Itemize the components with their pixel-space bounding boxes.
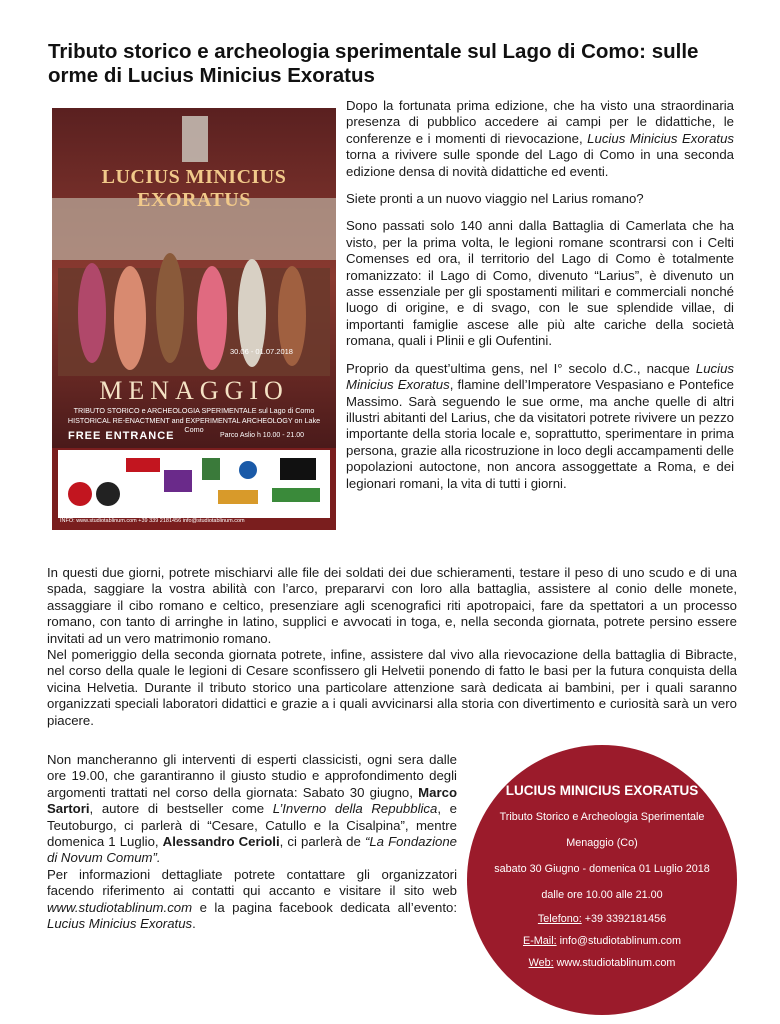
history-paragraph: Sono passati solo 140 anni dalla Battaglia di Camerlata che ha visto, per la prima volta, le legioni romane scontrarsi con i Celti Comenses ed ora, il territorio del Lago di Como è totalmente romanizzato: il Lago di Como, divenuto “Larius”, è divenuto un asse essenziale per gli spostamenti militari e commerciali nonché luogo di origine, e di svago, con le sue splendide villae, di importanti famiglie ascese alle più alte cariche della società romana, quali i Plinii e gli Oufentini.	[346, 218, 734, 349]
poster-footer: INFO: www.studiotablinum.com +39 339 2181456 info@studiotablinum.com	[60, 518, 245, 524]
contact-web[interactable]: Web: www.studiotablinum.com	[528, 957, 676, 969]
activities-paragraph: In questi due giorni, potrete mischiarvi alle file dei soldati dei due schieramenti, testare il peso di uno scudo e di una spada, saggiare la vostra abilità con l’arco, prepararvi con loro alla battaglia, assistere al conio delle monete, assaggiare il cibo romano e celtico, presenziare agli scenografici riti apotropaici, fare da spettatori a un processo romano, con tanto di arringhe in latino, supplici e avvocati in toga, e, nella seconda giornata, potrete persino essere invitati ad un vero matrimonio romano.	[47, 565, 737, 646]
poster-subtitle-it: TRIBUTO STORICO e ARCHEOLOGIA SPERIMENTALE sul Lago di Como	[73, 406, 315, 415]
contact-subtitle: Tributo Storico e Archeologia Sperimentale	[499, 811, 705, 823]
activities-section	[47, 565, 737, 729]
intro-paragraph: Dopo la fortunata prima edizione, che ha visto una straordinaria presenza di pubblico accedere ai campi per le didattiche, le conferenze e i momenti di rievocazione, Lucius Minicius Exoratus torna a rivivere sulle sponde del Lago di Como in una seconda edizione densa di novità didattiche ed eventi.	[346, 98, 735, 179]
poster-figure	[78, 263, 106, 363]
gens-paragraph: Proprio da quest’ultima gens, nel I° secolo d.C., nacque Lucius Minicius Exoratus, flamine dell’Imperatore Vespasiano e Pontefice Massimo. Sarà seguendo le sue orme, ma anche quelle di altri illustri abitanti del Larius, che da visitatori potrete rivivere un pezzo importante della storia locale e, soprattutto, sperimentare in prima persona, grazie alla ricostruzione in loco degli accampamenti delle popolazioni autoctone, non ancora assoggettate a Roma, e dei legionari romani, la vita di tutti i giorni.	[346, 360, 734, 491]
talk-title: “La Fondazione di Novum Comum”.	[47, 834, 458, 866]
poster-dates: 30.06 - 01.07.2018	[230, 347, 293, 356]
poster-title: LUCIUS MINICIUS EXORATUS	[101, 166, 287, 211]
poster-sponsor-logos	[58, 450, 330, 518]
event-name: Lucius Minicius Exoratus	[346, 360, 734, 393]
contact-dates: sabato 30 Giugno - domenica 01 Luglio 2018	[494, 863, 710, 875]
contact-email[interactable]: E-Mail: info@studiotablinum.com	[523, 935, 681, 947]
website-link[interactable]: www.studiotablinum.com	[47, 899, 193, 915]
intro-column	[346, 98, 734, 503]
poster-emblem	[182, 116, 208, 162]
battle-paragraph: Nel pomeriggio della seconda giornata potrete, infine, assistere dal vivo alla rievocazione della battaglia di Bibracte, nel corso della quale le legioni di Cesare sconfissero gli Helvetii ponendo di fatto le basi per la futura conquista della vicina Helvetia. Durante il tributo storico una particolare attenzione sarà dedicata ai bambini, per i quali saranno organizzati speciali laboratori didattici e grazie a i quali avvicinarsi alla storia con divertimento e curiosità sarà un vero piacere.	[47, 647, 737, 728]
contact-place: Menaggio (Co)	[566, 837, 638, 849]
question-paragraph: Siete pronti a un nuovo viaggio nel Larius romano?	[346, 191, 644, 207]
conferences-section	[47, 752, 457, 932]
poster-subtitle-en: HISTORICAL RE-ENACTMENT and EXPERIMENTAL ARCHEOLOGY on Lake Como	[67, 416, 321, 434]
conferences-paragraph: Non mancheranno gli interventi di esperti classicisti, ogni sera dalle ore 19.00, che garantiranno il giusto studio e approfondimento degli argomenti trattati nel corso della giornata: Sabato 30 giugno, Marco Sartori, autore di bestseller come L’Inverno della Repubblica, e Teutoburgo, ci parlerà di “Cesare, Catullo e la Cisalpina”, mentre domenica 1 Luglio, Alessandro Cerioli, ci parlerà de “La Fondazione di Novum Comum”.	[47, 752, 458, 866]
poster-park-hours: Parco Aslio h 10.00 - 21.00	[220, 432, 305, 439]
poster-figure	[197, 266, 227, 370]
event-name: Lucius Minicius Exoratus	[587, 130, 735, 146]
poster-free-entrance: FREE ENTRANCE	[68, 430, 175, 442]
facebook-page[interactable]: Lucius Minicius Exoratus	[47, 916, 193, 932]
contact-title: LUCIUS MINICIUS EXORATUS	[505, 783, 699, 798]
poster-figure	[156, 253, 184, 363]
article-title: Tributo storico e archeologia sperimentale sul Lago di Como: sulle orme di Lucius Minicius Exoratus	[48, 40, 699, 87]
poster-figure	[114, 266, 146, 370]
event-poster	[52, 108, 336, 530]
contact-phone[interactable]: Telefono: +39 3392181456	[537, 913, 667, 925]
poster-location: MENAGGIO	[99, 376, 289, 405]
speaker-name: Marco Sartori	[47, 784, 457, 817]
speaker-name: Alessandro Cerioli	[162, 834, 280, 850]
sponsor-logos-graphic	[58, 450, 330, 518]
book-title: L’Inverno della Repubblica	[272, 801, 438, 817]
contact-hours: dalle ore 10.00 alle 21.00	[541, 889, 663, 901]
info-paragraph: Per informazioni dettagliate potrete contattare gli organizzatori facendo riferimento ai contatti qui accanto e visitare il sito web www.studiotablinum.com e la pagina facebook dedicata all’evento: Lucius Minicius Exoratus.	[47, 866, 457, 932]
contact-circle	[467, 745, 737, 1015]
